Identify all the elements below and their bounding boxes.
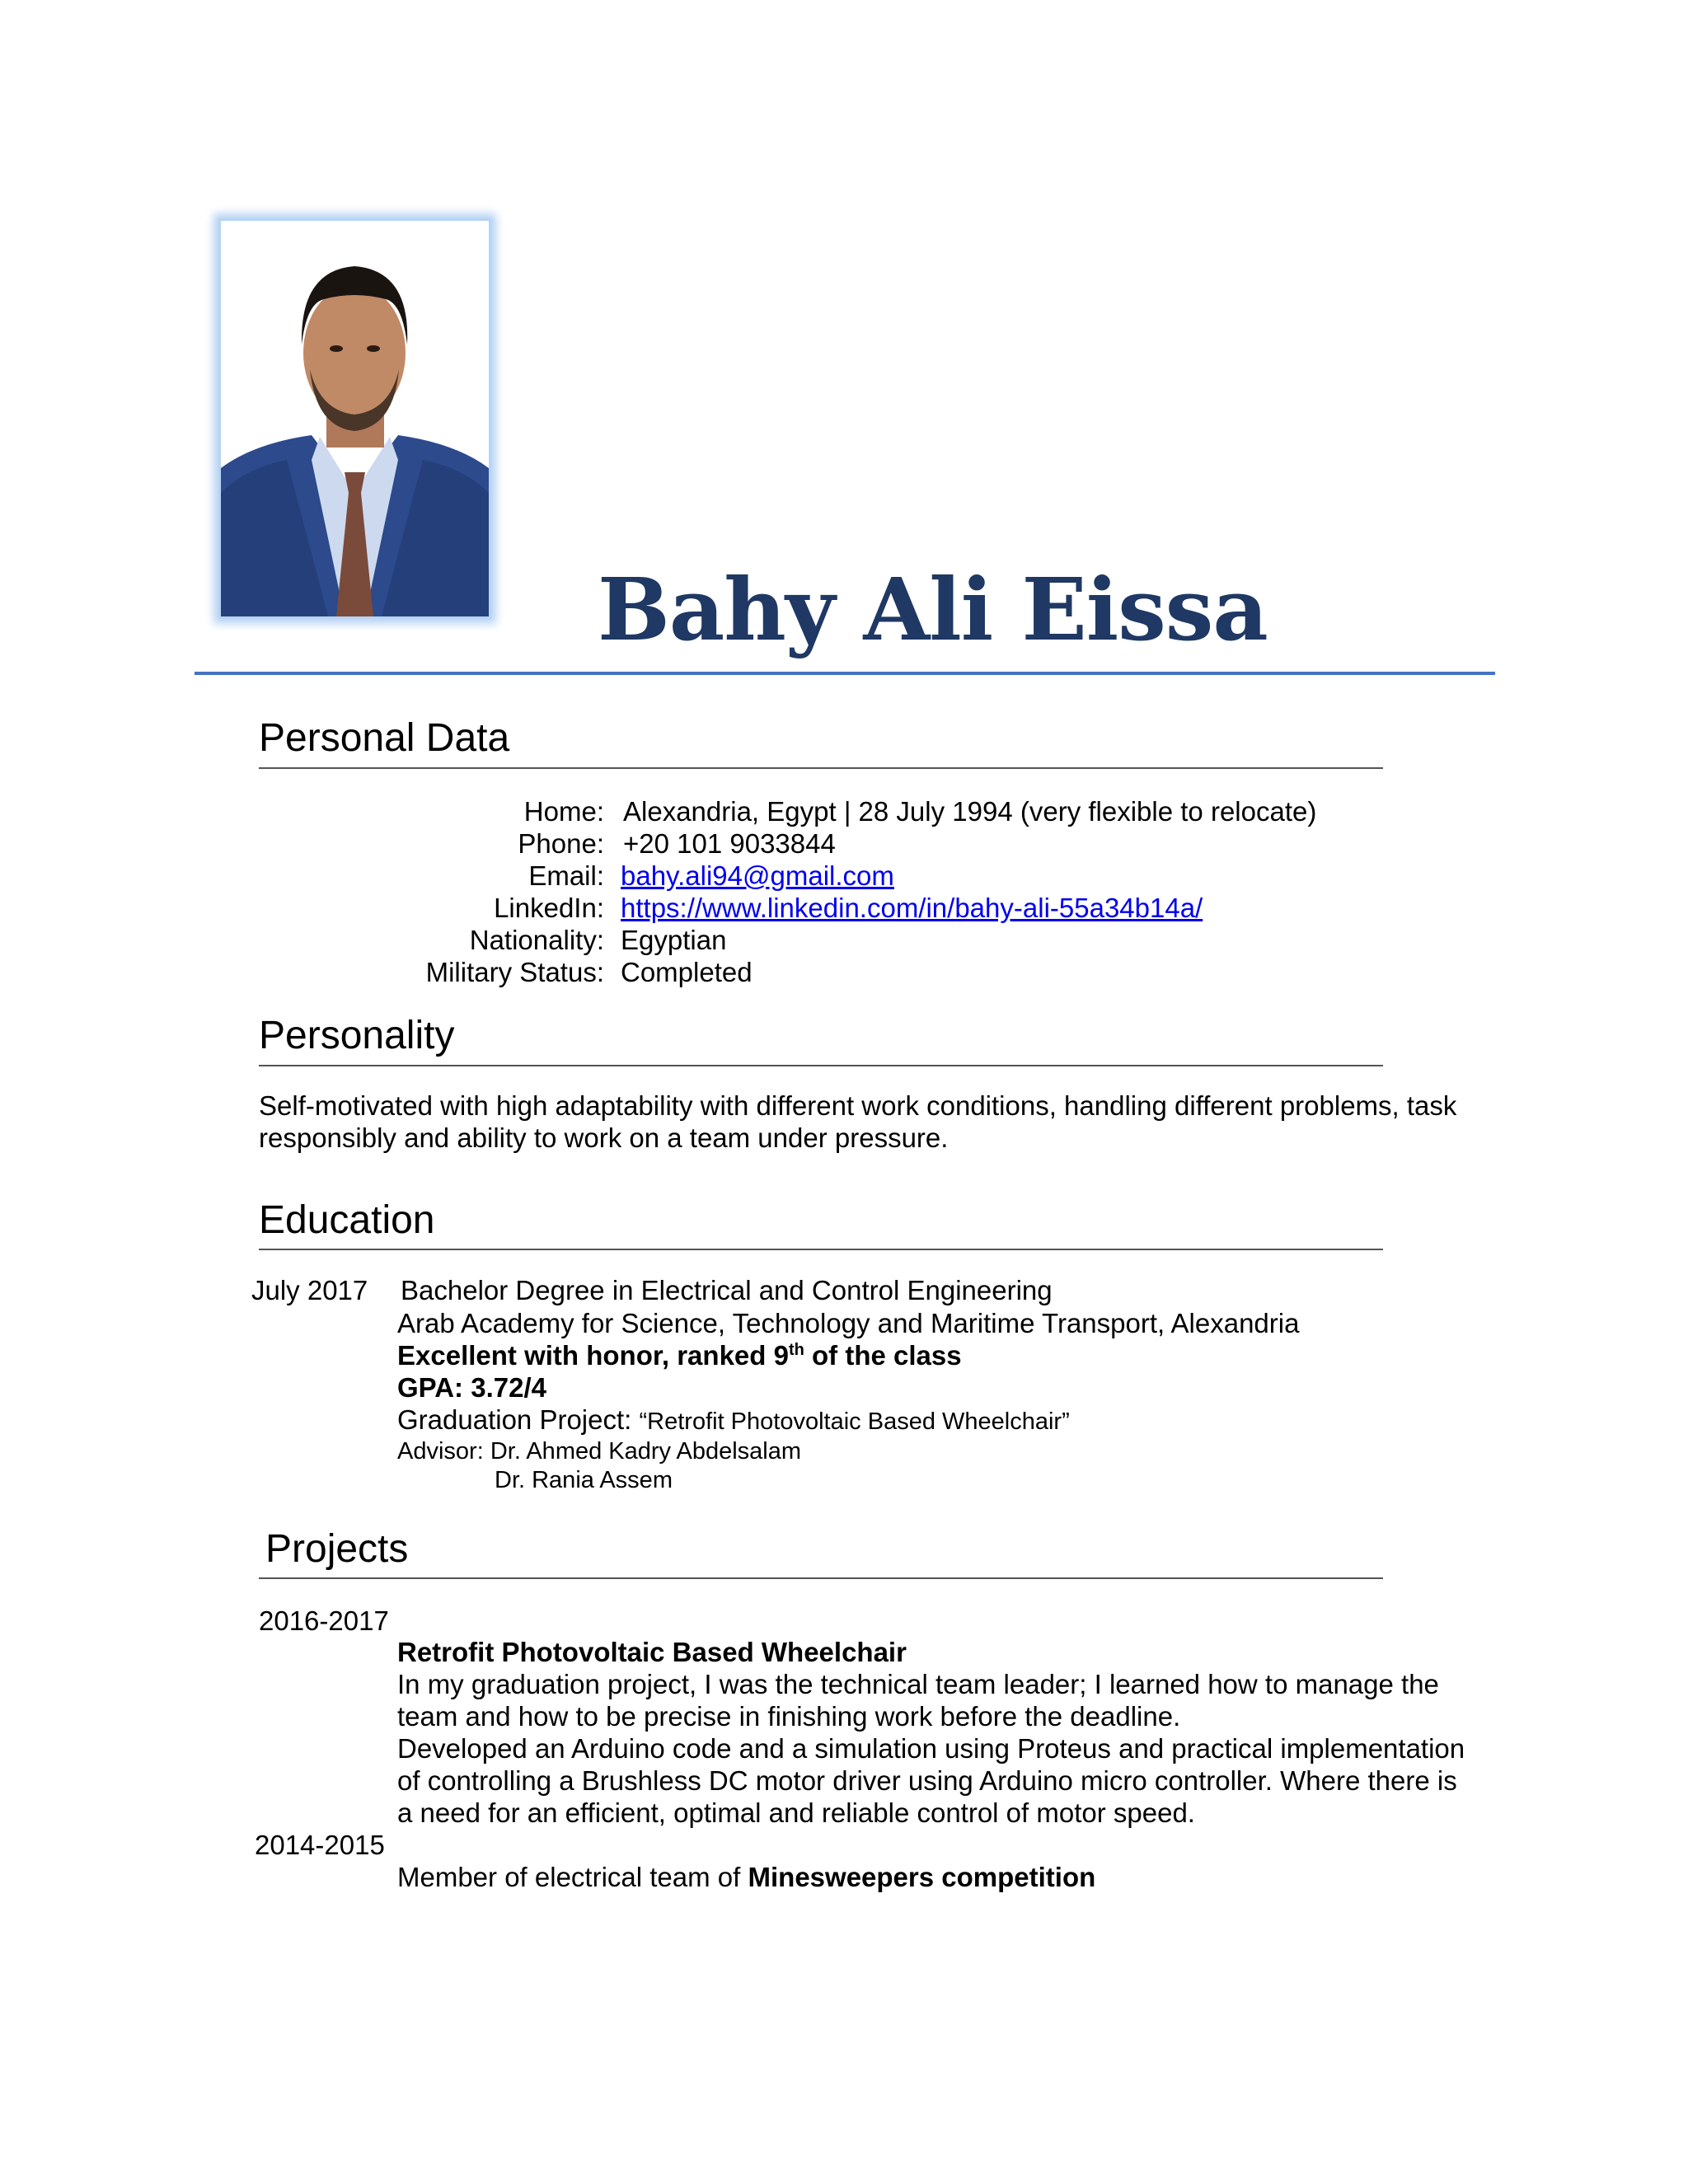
- project-1-date: 2016-2017: [259, 1605, 389, 1636]
- personal-data-heading: Personal Data: [259, 716, 510, 760]
- honor-superscript: th: [788, 1341, 804, 1359]
- advisor-label: Advisor:: [397, 1438, 490, 1465]
- education-gpa: GPA: 3.72/4: [397, 1372, 546, 1403]
- project-2-text: [397, 1861, 1095, 1893]
- education-date: July 2017: [251, 1275, 368, 1305]
- phone-label: Phone:: [518, 828, 604, 859]
- email-link[interactable]: bahy.ali94@gmail.com: [621, 860, 894, 891]
- project-2-text-plain: Member of electrical team of: [397, 1862, 748, 1892]
- linkedin-link[interactable]: https://www.linkedin.com/in/bahy-ali-55a34b14a/: [621, 893, 1203, 923]
- nationality-value: Egyptian: [621, 925, 727, 955]
- education-degree: Bachelor Degree in Electrical and Control Engineering: [401, 1275, 1053, 1305]
- education-honor: [397, 1339, 962, 1371]
- advisor-name-2: Dr. Rania Assem: [495, 1467, 673, 1493]
- nationality-label: Nationality:: [469, 925, 604, 955]
- linkedin-label: LinkedIn:: [494, 893, 604, 923]
- advisor-line-1: [397, 1437, 801, 1466]
- project-2-date: 2014-2015: [255, 1830, 385, 1860]
- project-1-line-2: team and how to be precise in finishing work before the deadline.: [397, 1701, 1181, 1732]
- graduation-project: [397, 1404, 1070, 1436]
- project-2-text-bold: Minesweepers competition: [748, 1862, 1096, 1892]
- personal-data-divider: [259, 767, 1383, 769]
- advisor-name-1: Dr. Ahmed Kadry Abdelsalam: [490, 1438, 802, 1465]
- profile-photo: [218, 218, 491, 619]
- email-label: Email:: [528, 860, 604, 891]
- portrait-image: [221, 221, 489, 616]
- personality-line-1: Self-motivated with high adaptability with different work conditions, handling different problems, task: [259, 1090, 1457, 1121]
- honor-text: Excellent with honor, ranked 9: [397, 1340, 789, 1371]
- military-label: Military Status:: [425, 957, 604, 987]
- military-value: Completed: [621, 957, 753, 987]
- header-divider: [195, 672, 1495, 675]
- graduation-project-name: “Retrofit Photovoltaic Based Wheelchair”: [639, 1408, 1070, 1435]
- projects-heading: Projects: [265, 1527, 409, 1571]
- project-1-line-5: a need for an efficient, optimal and reliable control of motor speed.: [397, 1797, 1195, 1828]
- education-school: Arab Academy for Science, Technology and Maritime Transport, Alexandria: [397, 1308, 1300, 1338]
- projects-divider: [259, 1577, 1383, 1579]
- project-1-line-3: Developed an Arduino code and a simulation using Proteus and practical implementation: [397, 1733, 1465, 1764]
- personality-divider: [259, 1065, 1383, 1066]
- project-1-title: Retrofit Photovoltaic Based Wheelchair: [397, 1637, 907, 1667]
- personality-heading: Personality: [259, 1014, 455, 1057]
- personality-line-2: responsibly and ability to work on a team under pressure.: [259, 1122, 949, 1153]
- education-heading: Education: [259, 1198, 435, 1242]
- home-label: Home:: [523, 796, 604, 827]
- project-1-line-4: of controlling a Brushless DC motor driver using Arduino micro controller. Where there is: [397, 1765, 1457, 1796]
- project-1-line-1: In my graduation project, I was the technical team leader; I learned how to manage the: [397, 1669, 1439, 1699]
- candidate-name: Bahy Ali Eissa: [598, 559, 1268, 660]
- phone-value: +20 101 9033844: [623, 828, 836, 859]
- home-value: Alexandria, Egypt | 28 July 1994 (very flexible to relocate): [623, 796, 1317, 827]
- education-divider: [259, 1249, 1383, 1250]
- graduation-project-label: Graduation Project:: [397, 1404, 640, 1435]
- honor-text-end: of the class: [804, 1340, 962, 1371]
